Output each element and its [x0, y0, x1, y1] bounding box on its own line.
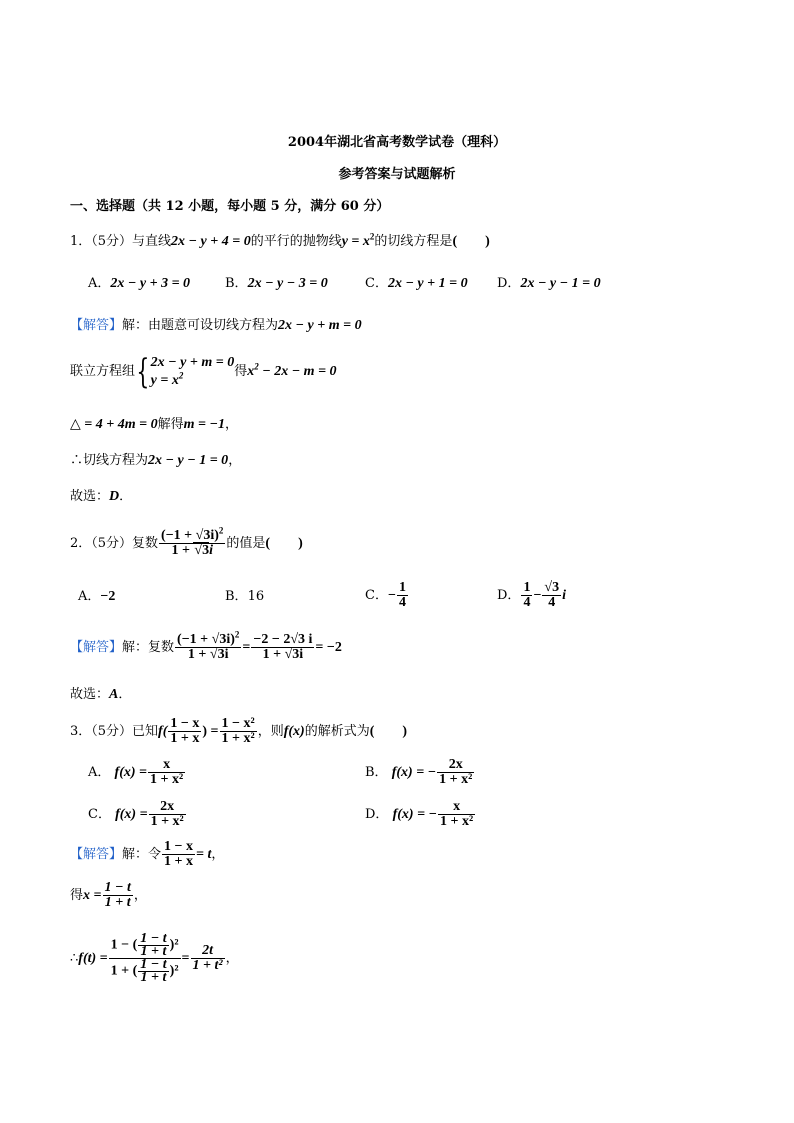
q3-option-a-pre: f(x) = [114, 765, 147, 780]
q2-option-d-minus: − [533, 588, 542, 603]
q1-option-b-label: B． [225, 276, 248, 291]
q3-sol2-end: ， [133, 888, 147, 903]
q1-choice [70, 488, 132, 506]
q2-option-b-label: B． [225, 589, 248, 604]
q1-sol3-end: ， [224, 417, 238, 432]
q1-paren: ( ) [452, 234, 490, 249]
document-subtitle: 参考答案与试题解析 [338, 167, 456, 182]
q1-stem [70, 233, 490, 251]
q3-sol3-top: 1 − ( $\frac{1 - t}{1 + t}$ )² [110, 931, 179, 959]
q3-sol1-rhs: = t [196, 847, 212, 862]
q1-option-a [88, 275, 190, 293]
q2-choice-letter: A [109, 687, 119, 702]
q2-stem-suffix: 的值是 [226, 536, 266, 551]
q3-fx: f(x) [283, 724, 305, 739]
q1-option-a-expr: 2x − y + 3 = 0 [110, 276, 191, 291]
q1-sol1-text: 解：由题意可设切线方程为 [122, 318, 279, 333]
q2-sol-text: 解：复数 [122, 640, 175, 655]
section-heading: 一、选择题（共 12 小题，每小题 5 分，满分 60 分） [70, 199, 390, 214]
q1-sol2-mid: 得 [234, 364, 248, 379]
q1-option-c-expr: 2x − y + 1 = 0 [387, 276, 468, 291]
q1-sol4-expr: 2x − y − 1 = 0 [148, 453, 229, 468]
q1-sol3-result: m = −1 [183, 417, 225, 432]
q2-option-d-label: D． [497, 588, 521, 603]
q1-choice-letter: D [109, 489, 120, 504]
q1-stem-mid: 的平行的抛物线 [250, 234, 342, 249]
q1-sol1-expr: 2x − y + m = 0 [278, 318, 362, 333]
q3-option-d [365, 797, 476, 833]
q2-sol-frac1: $\frac{(-1 + √3i)^2}{1 + √3i}$ [177, 629, 240, 662]
q3-f-close: ) = [202, 724, 219, 739]
q2-option-c-label: C． [365, 588, 388, 603]
q1-solution-line2 [70, 352, 337, 392]
q2-choice [70, 686, 131, 704]
q3-option-b-label: B． [365, 765, 388, 780]
q3-option-a [88, 755, 186, 791]
q3-arg-fraction: $\frac{1 - x}{1 + x}$ [170, 716, 200, 746]
q3-option-c-label: C． [88, 807, 111, 822]
q3-option-d-fraction: $\frac{x}{\text{1 + x²}}$ [440, 799, 474, 829]
q1-sol3-expr: △ = 4 + 4m = 0 [70, 417, 158, 432]
q1-stem-suffix: 的切线方程是 [374, 234, 453, 249]
q1-option-a-label: A． [88, 276, 111, 291]
q3-f-open: f( [158, 724, 168, 739]
q3-sol3-f: f(t) = [78, 951, 108, 966]
q1-option-d-expr: 2x − y − 1 = 0 [520, 276, 601, 291]
q3-sol2-fraction: $\frac{1 - t}{1 + t}$ [104, 880, 131, 910]
q2-numerator: $(-1 + √3i)^2$ [161, 525, 224, 543]
q3-option-b-pre: f(x) = − [391, 765, 437, 780]
q2-denominator: 1 + √3i [171, 543, 213, 558]
q3-rhs-fraction: $\frac{\text{1 − x²}}{\text{1 + x²}}$ [221, 716, 255, 746]
q2-solution [70, 628, 342, 668]
q3-solution-line1 [70, 837, 224, 873]
q2-option-c-sign: − [387, 588, 396, 603]
q1-option-c-label: C． [365, 276, 388, 291]
q1-solution-line1 [70, 317, 362, 335]
q1-stem-prefix: 1．（5分）与直线 [70, 234, 172, 249]
q3-sol1-fraction: $\frac{1 - x}{1 + x}$ [164, 839, 194, 869]
q3-sol1-text: 解：令 [122, 847, 162, 862]
q3-sol3-result-fraction: $\frac{2t}{\text{1 + t²}}$ [192, 943, 223, 973]
q3-stem [70, 712, 407, 752]
q1-choice-end: ． [119, 489, 133, 504]
q3-option-d-label: D． [365, 807, 389, 822]
q1-option-d [497, 275, 601, 293]
q3-paren: ( ) [369, 724, 408, 739]
q3-sol3-big-fraction [109, 933, 181, 984]
q3-sol3-eq: = [181, 951, 190, 966]
q3-answer-tag: 【解答】 [70, 847, 123, 862]
q3-option-c-fraction: $\frac{2x}{\text{1 + x²}}$ [150, 799, 184, 829]
q3-option-d-pre: f(x) = − [392, 807, 438, 822]
q3-stem-prefix: 3．（5分）已知 [70, 724, 159, 739]
q1-sys-row2: $y = x^2$ [150, 369, 184, 388]
q2-option-b-expr: 16 [247, 589, 265, 604]
q1-curve-exp: 2 [369, 231, 375, 242]
q1-sol4-text: ∴切线方程为 [70, 453, 149, 468]
q3-option-a-fraction: $\frac{x}{\text{1 + x²}}$ [150, 757, 184, 787]
q2-fraction [159, 525, 225, 558]
q3-sol2-pre: x = [83, 888, 102, 903]
q1-sys-row1: 2x − y + m = 0 [150, 354, 235, 370]
q3-option-c [88, 797, 187, 833]
q2-option-d-frac2: $\frac{√3}{4}$ [544, 580, 560, 610]
q1-option-c [365, 275, 468, 293]
q2-option-d-frac1: $\frac{1}{4}$ [523, 580, 531, 610]
q2-sol-result: = −2 [315, 640, 342, 655]
q2-option-a-label: A． [78, 589, 101, 604]
q2-choice-end: ． [118, 687, 132, 702]
q1-option-b-expr: 2x − y − 3 = 0 [247, 276, 328, 291]
q1-solution-line4 [70, 452, 241, 470]
q1-line-expr: 2x − y + 4 = 0 [171, 234, 251, 249]
q1-sol2-text: 联立方程组 [70, 364, 136, 379]
q2-option-b [225, 588, 264, 606]
q3-sol3-pre: ∴ [70, 951, 79, 966]
q2-choice-text: 故选： [70, 687, 110, 702]
q3-solution-line3 [70, 926, 239, 992]
q3-option-b-fraction: $\frac{2x}{\text{1 + x²}}$ [439, 757, 473, 787]
q2-option-a-expr: −2 [100, 589, 116, 604]
q3-option-c-pre: f(x) = [115, 807, 148, 822]
q1-solution-line3 [70, 416, 238, 434]
q2-option-a [78, 588, 115, 606]
q1-equation-system [151, 354, 235, 390]
q2-option-d-i: i [562, 588, 566, 603]
q3-solution-line2 [70, 878, 147, 914]
q2-answer-tag: 【解答】 [70, 640, 123, 655]
left-brace-icon: { [136, 351, 150, 392]
q2-stem [70, 524, 303, 564]
q3-sol3-bottom: 1 + ( $\frac{1 - t}{1 + t}$ )² [110, 957, 179, 985]
q3-sol3-end: ， [225, 951, 239, 966]
q3-stem-suffix: 的解析式为 [304, 724, 370, 739]
q3-sol2-text: 得 [70, 888, 84, 903]
q2-sol-frac2: $\frac{-2 - 2√3 i}{1 + √3i}$ [253, 632, 313, 662]
q2-sol-eq: = [242, 640, 251, 655]
q3-option-b [365, 755, 475, 791]
q1-sol4-end: ， [228, 453, 242, 468]
q1-curve-expr: y = x [341, 234, 370, 249]
q1-option-d-label: D． [497, 276, 521, 291]
q1-sol3-text: 解得 [157, 417, 184, 432]
document-title: 2004年湖北省高考数学试卷（理科） [287, 135, 507, 150]
q2-paren: ( ) [265, 536, 303, 551]
q2-option-c [365, 578, 409, 614]
q1-choice-text: 故选： [70, 489, 110, 504]
q3-sol1-end: ， [211, 847, 225, 862]
q2-option-d [497, 578, 566, 614]
q3-option-a-label: A． [88, 765, 111, 780]
q1-option-b [225, 275, 328, 293]
q2-option-c-fraction: $\frac{1}{4}$ [398, 580, 406, 610]
q1-answer-tag: 【解答】 [70, 318, 123, 333]
q2-stem-prefix: 2．（5分）复数 [70, 536, 159, 551]
q1-sol2-expr: $x^2 - 2x - m = 0$ [247, 361, 337, 379]
q3-stem-mid: ，则 [257, 724, 284, 739]
